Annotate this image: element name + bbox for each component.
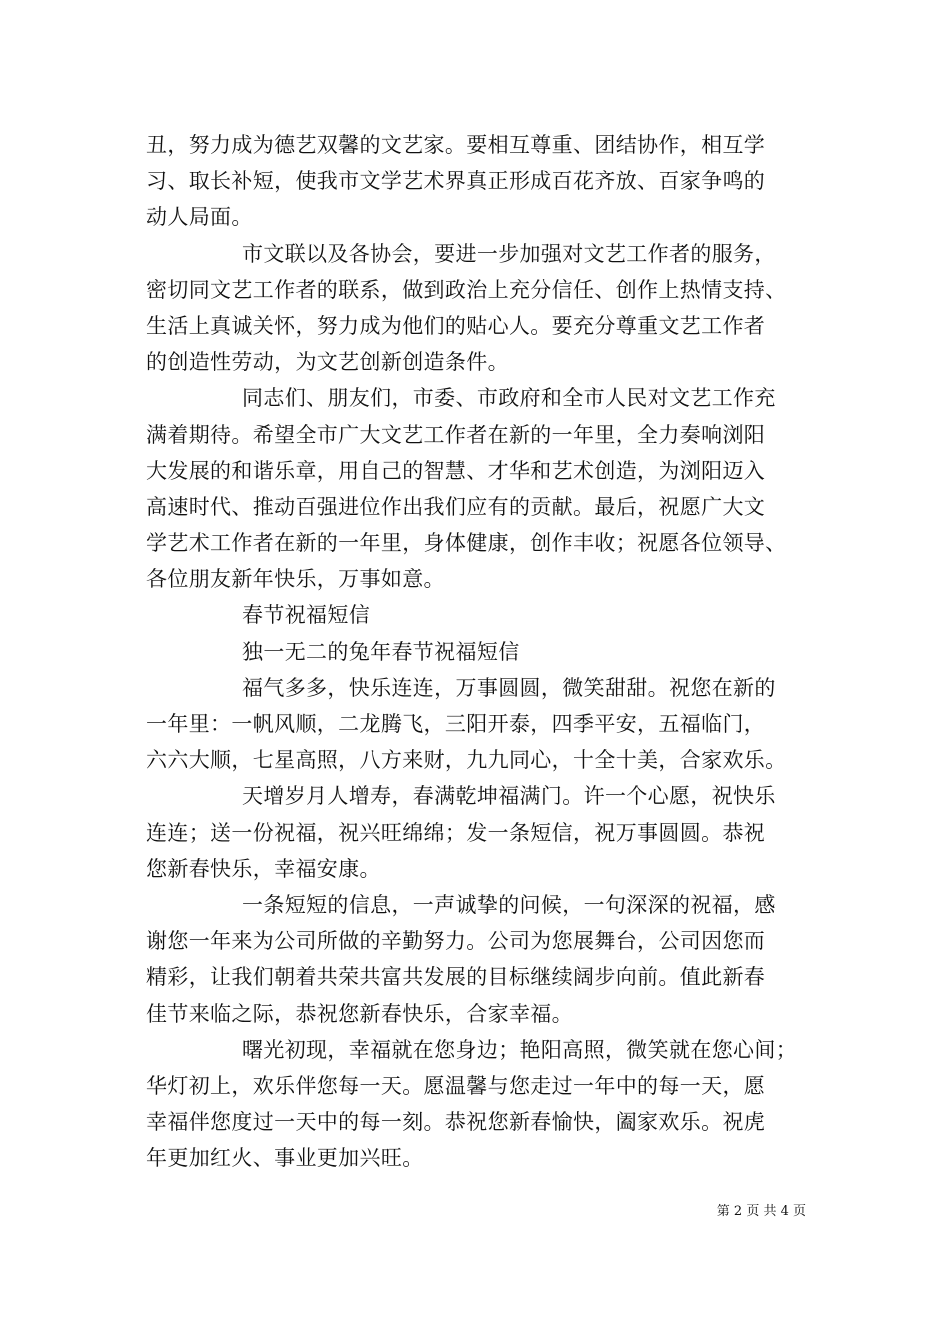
text-line: 的创造性劳动，为文艺创新创造条件。 xyxy=(146,350,509,375)
text-line: 各位朋友新年快乐，万事如意。 xyxy=(146,567,445,592)
text-line: 六六大顺，七星高照，八方来财，九九同心，十全十美，合家欢乐。 xyxy=(146,748,787,773)
text-line: 连连；送一份祝福，祝兴旺绵绵；发一条短信，祝万事圆圆。恭祝 xyxy=(146,820,766,845)
text-line: 独一无二的兔年春节祝福短信 xyxy=(242,639,520,664)
document-body xyxy=(146,127,810,1176)
text-line: 一条短短的信息，一声诚挚的问候，一句深深的祝福，感 xyxy=(242,892,776,917)
text-line: 一年里：一帆风顺，二龙腾飞，三阳开泰，四季平安，五福临门， xyxy=(146,712,766,736)
text-line: 密切同文艺工作者的联系，做到政治上充分信任、创作上热情支持、 xyxy=(146,277,787,302)
text-line: 大发展的和谐乐章，用自己的智慧、才华和艺术创造，为浏阳迈入 xyxy=(146,458,766,483)
text-line: 生活上真诚关怀，努力成为他们的贴心人。要充分尊重文艺工作者 xyxy=(146,313,766,338)
text-line: 精彩，让我们朝着共荣共富共发展的目标继续阔步向前。值此新春 xyxy=(146,965,766,990)
text-line: 同志们、朋友们，市委、市政府和全市人民对文艺工作充 xyxy=(242,386,776,411)
text-line: 华灯初上，欢乐伴您每一天。愿温馨与您走过一年中的每一天，愿 xyxy=(146,1073,766,1098)
text-line: 丑，努力成为德艺双馨的文艺家。要相互尊重、团结协作，相互学 xyxy=(146,133,766,157)
text-line: 谢您一年来为公司所做的辛勤努力。公司为您展舞台，公司因您而 xyxy=(146,929,766,954)
text-line: 天增岁月人增寿，春满乾坤福满门。许一个心愿，祝快乐 xyxy=(242,784,776,809)
text-line: 佳节来临之际，恭祝您新春快乐，合家幸福。 xyxy=(146,1001,573,1026)
text-line: 动人局面。 xyxy=(146,205,253,230)
text-line: 市文联以及各协会，要进一步加强对文艺工作者的服务， xyxy=(242,241,776,266)
text-line: 福气多多，快乐连连，万事圆圆，微笑甜甜。祝您在新的 xyxy=(242,675,776,700)
text-line: 高速时代、推动百强进位作出我们应有的贡献。最后，祝愿广大文 xyxy=(146,494,766,519)
text-line: 您新春快乐，幸福安康。 xyxy=(146,856,381,881)
text-line: 春节祝福短信 xyxy=(242,603,371,628)
text-line: 习、取长补短，使我市文学艺术界真正形成百花齐放、百家争鸣的 xyxy=(146,169,766,194)
text-line: 学艺术工作者在新的一年里，身体健康，创作丰收；祝愿各位领导、 xyxy=(146,531,787,556)
page-number-footer: 第 2 页 共 4 页 xyxy=(716,1204,806,1219)
text-line: 曙光初现，幸福就在您身边；艳阳高照，微笑就在您心间； xyxy=(242,1037,798,1062)
text-line: 满着期待。希望全市广大文艺工作者在新的一年里，全力奏响浏阳 xyxy=(146,422,766,447)
text-line: 幸福伴您度过一天中的每一刻。恭祝您新春愉快，阖家欢乐。祝虎 xyxy=(146,1110,766,1135)
text-line: 年更加红火、事业更加兴旺。 xyxy=(146,1146,424,1171)
